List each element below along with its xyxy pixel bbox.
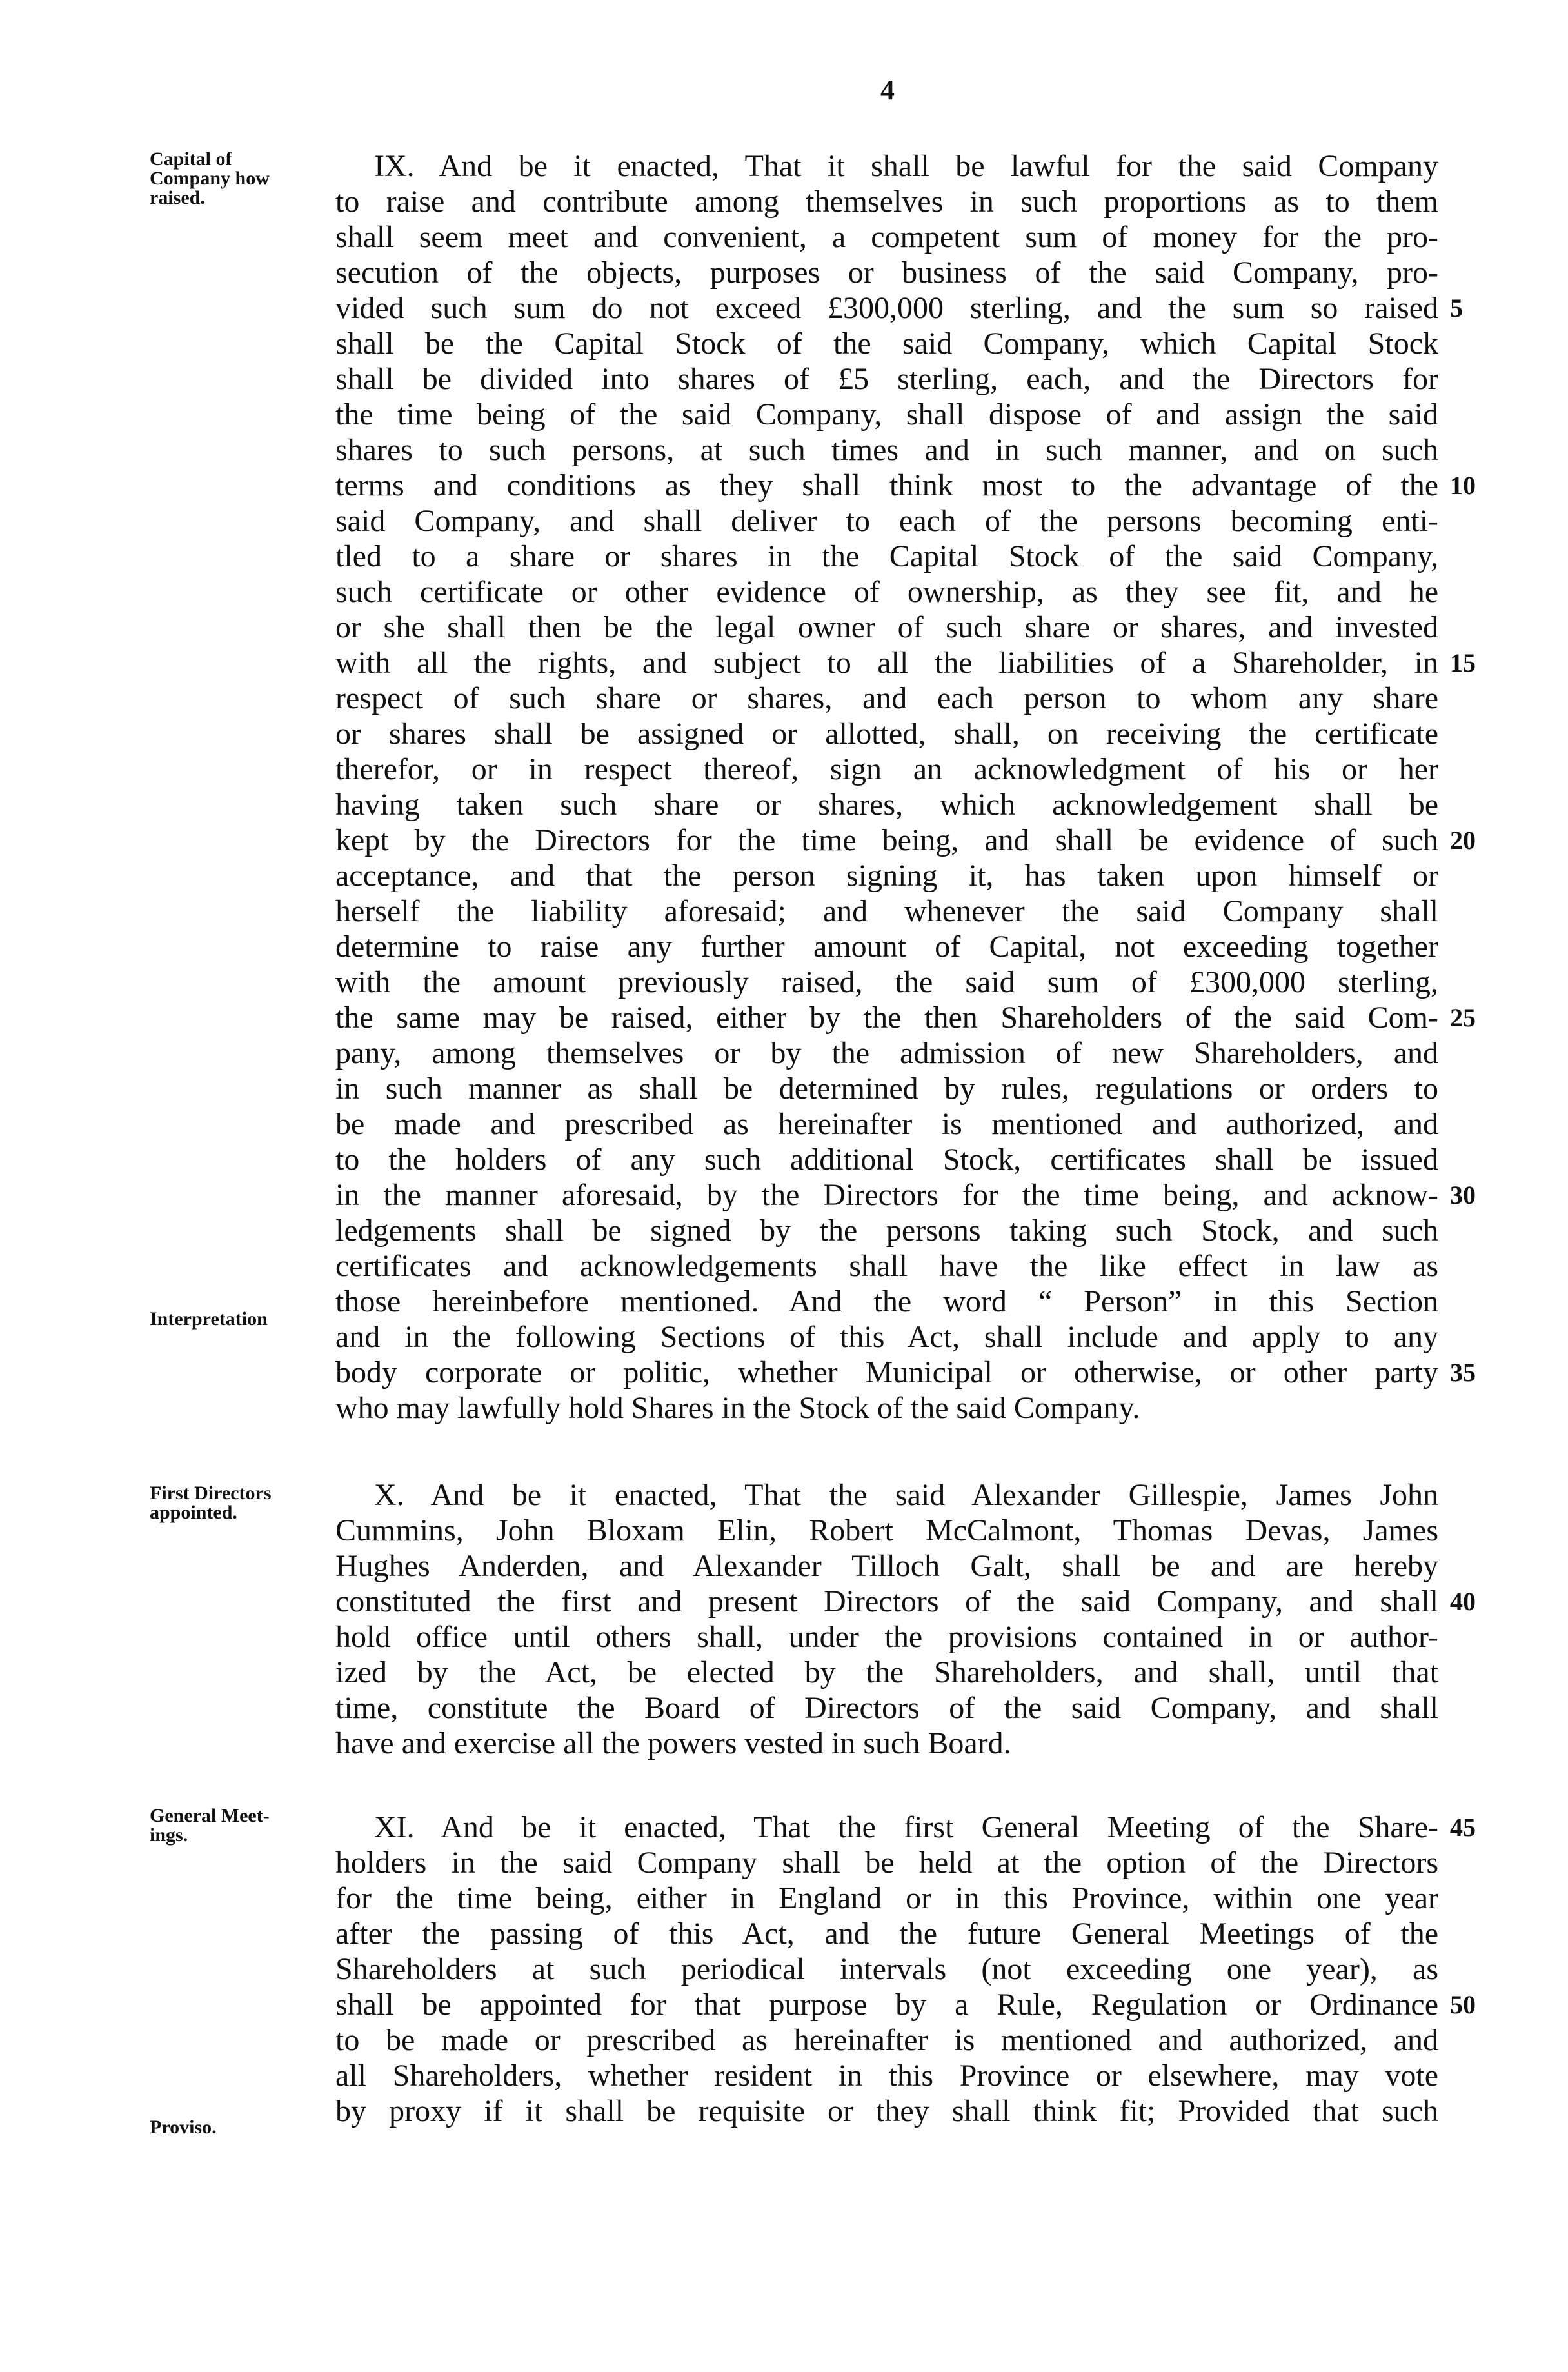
text-line: holders in the said Company shall be held at the option of the Directors <box>335 1846 1438 1880</box>
text-line: shall be appointed for that purpose by a Rule, Regulation or Ordinance <box>335 1988 1438 2022</box>
text-line: determine to raise any further amount of Capital, not exceeding together <box>335 930 1438 964</box>
text-line: hold office until others shall, under the provisions contained in or author- <box>335 1620 1438 1654</box>
text-line: to raise and contribute among themselves in such proportions as to them <box>335 184 1438 219</box>
text-line: to be made or prescribed as hereinafter is mentioned and authorized, and <box>335 2023 1438 2057</box>
text-line: tled to a share or shares in the Capital Stock of the said Company, <box>335 539 1438 573</box>
margin-note-line: Capital of <box>150 148 232 170</box>
text-line: herself the liability aforesaid; and whenever the said Company shall <box>335 894 1438 928</box>
text-line: secution of the objects, purposes or business of the said Company, pro- <box>335 255 1438 290</box>
text-line: Hughes Anderden, and Alexander Tilloch Galt, shall be and are hereby <box>335 1549 1438 1583</box>
text-line: with all the rights, and subject to all the liabilities of a Shareholder, in <box>335 646 1438 680</box>
page-number: 4 <box>880 74 895 106</box>
text-line: after the passing of this Act, and the future General Meetings of the <box>335 1917 1438 1951</box>
text-line: IX. And be it enacted, That it shall be lawful for the said Company <box>374 149 1438 183</box>
line-number: 5 <box>1450 294 1463 323</box>
text-line: shall be divided into shares of £5 sterling, each, and the Directors for <box>335 362 1438 396</box>
text-line: therefor, or in respect thereof, sign an acknowledgment of his or her <box>335 752 1438 786</box>
text-line: constituted the first and present Directors of the said Company, and shall <box>335 1584 1438 1619</box>
text-line: Cummins, John Bloxam Elin, Robert McCalmont, Thomas Devas, James <box>335 1513 1438 1548</box>
margin-note-line: Proviso. <box>150 2117 217 2138</box>
text-line: the time being of the said Company, shall dispose of and assign the said <box>335 397 1438 432</box>
line-number: 40 <box>1450 1587 1476 1616</box>
text-line: in the manner aforesaid, by the Directors for the time being, and acknow- <box>335 1178 1438 1212</box>
text-line: time, constitute the Board of Directors of the said Company, and shall <box>335 1691 1438 1725</box>
text-line: with the amount previously raised, the said sum of £300,000 sterling, <box>335 965 1438 999</box>
text-line: shall seem meet and convenient, a competent sum of money for the pro- <box>335 220 1438 254</box>
margin-note-line: First Directors <box>150 1482 272 1504</box>
text-line: who may lawfully hold Shares in the Stock of the said Company. <box>335 1391 1140 1425</box>
text-line: having taken such share or shares, which acknowledgement shall be <box>335 788 1438 822</box>
text-line: for the time being, either in England or in this Province, within one year <box>335 1881 1438 1915</box>
line-number: 45 <box>1450 1813 1476 1842</box>
text-line: the same may be raised, either by the then Shareholders of the said Com- <box>335 1001 1438 1035</box>
text-line: XI. And be it enacted, That the first General Meeting of the Share- <box>374 1810 1438 1844</box>
margin-note-line: General Meet- <box>150 1805 270 1826</box>
text-line: ized by the Act, be elected by the Shareholders, and shall, until that <box>335 1655 1438 1689</box>
text-line: kept by the Directors for the time being, and shall be evidence of such <box>335 823 1438 857</box>
margin-note-capital <box>150 150 324 208</box>
margin-note-line: ings. <box>150 1824 188 1846</box>
margin-note-line: Company how <box>150 168 270 189</box>
text-line: shares to such persons, at such times and in such manner, and on such <box>335 433 1438 467</box>
line-number: 35 <box>1450 1358 1476 1387</box>
text-line: X. And be it enacted, That the said Alexander Gillespie, James John <box>374 1478 1438 1512</box>
text-line: terms and conditions as they shall think most to the advantage of the <box>335 468 1438 503</box>
text-line: vided such sum do not exceed £300,000 sterling, and the sum so raised <box>335 291 1438 325</box>
text-line: those hereinbefore mentioned. And the word “ Person” in this Section <box>335 1284 1438 1319</box>
line-number: 15 <box>1450 648 1476 677</box>
line-number: 50 <box>1450 1990 1476 2019</box>
text-line: respect of such share or shares, and each person to whom any share <box>335 681 1438 715</box>
line-number: 30 <box>1450 1181 1476 1210</box>
text-line: or shares shall be assigned or allotted, shall, on receiving the certificate <box>335 717 1438 751</box>
text-line: have and exercise all the powers vested in such Board. <box>335 1726 1011 1760</box>
margin-note-interpretation <box>150 1310 324 1329</box>
text-line: certificates and acknowledgements shall have the like effect in law as <box>335 1249 1438 1283</box>
margin-note-line: raised. <box>150 187 205 208</box>
text-line: and in the following Sections of this Act, shall include and apply to any <box>335 1320 1438 1354</box>
text-line: said Company, and shall deliver to each of the persons becoming enti- <box>335 504 1438 538</box>
text-line: shall be the Capital Stock of the said Company, which Capital Stock <box>335 326 1438 361</box>
text-line: acceptance, and that the person signing it, has taken upon himself or <box>335 859 1438 893</box>
text-line: ledgements shall be signed by the persons taking such Stock, and such <box>335 1213 1438 1248</box>
margin-note-proviso <box>150 2118 324 2137</box>
line-number: 10 <box>1450 471 1476 500</box>
text-line: all Shareholders, whether resident in this Province or elsewhere, may vote <box>335 2058 1438 2093</box>
margin-note-first-directors <box>150 1484 324 1522</box>
margin-note-line: appointed. <box>150 1502 237 1523</box>
text-line: be made and prescribed as hereinafter is mentioned and authorized, and <box>335 1107 1438 1141</box>
text-line: pany, among themselves or by the admission of new Shareholders, and <box>335 1036 1438 1070</box>
text-line: body corporate or politic, whether Municipal or otherwise, or other party <box>335 1355 1438 1390</box>
margin-note-line: Interpretation <box>150 1308 268 1330</box>
text-line: or she shall then be the legal owner of such share or shares, and invested <box>335 610 1438 644</box>
text-line: by proxy if it shall be requisite or they shall think fit; Provided that such <box>335 2094 1438 2128</box>
text-line: such certificate or other evidence of ownership, as they see fit, and he <box>335 575 1438 609</box>
margin-note-general-meetings <box>150 1806 324 1845</box>
text-line: in such manner as shall be determined by rules, regulations or orders to <box>335 1071 1438 1106</box>
text-line: to the holders of any such additional Stock, certificates shall be issued <box>335 1142 1438 1177</box>
line-number: 25 <box>1450 1003 1476 1032</box>
text-line: Shareholders at such periodical intervals (not exceeding one year), as <box>335 1952 1438 1986</box>
line-number: 20 <box>1450 826 1476 855</box>
